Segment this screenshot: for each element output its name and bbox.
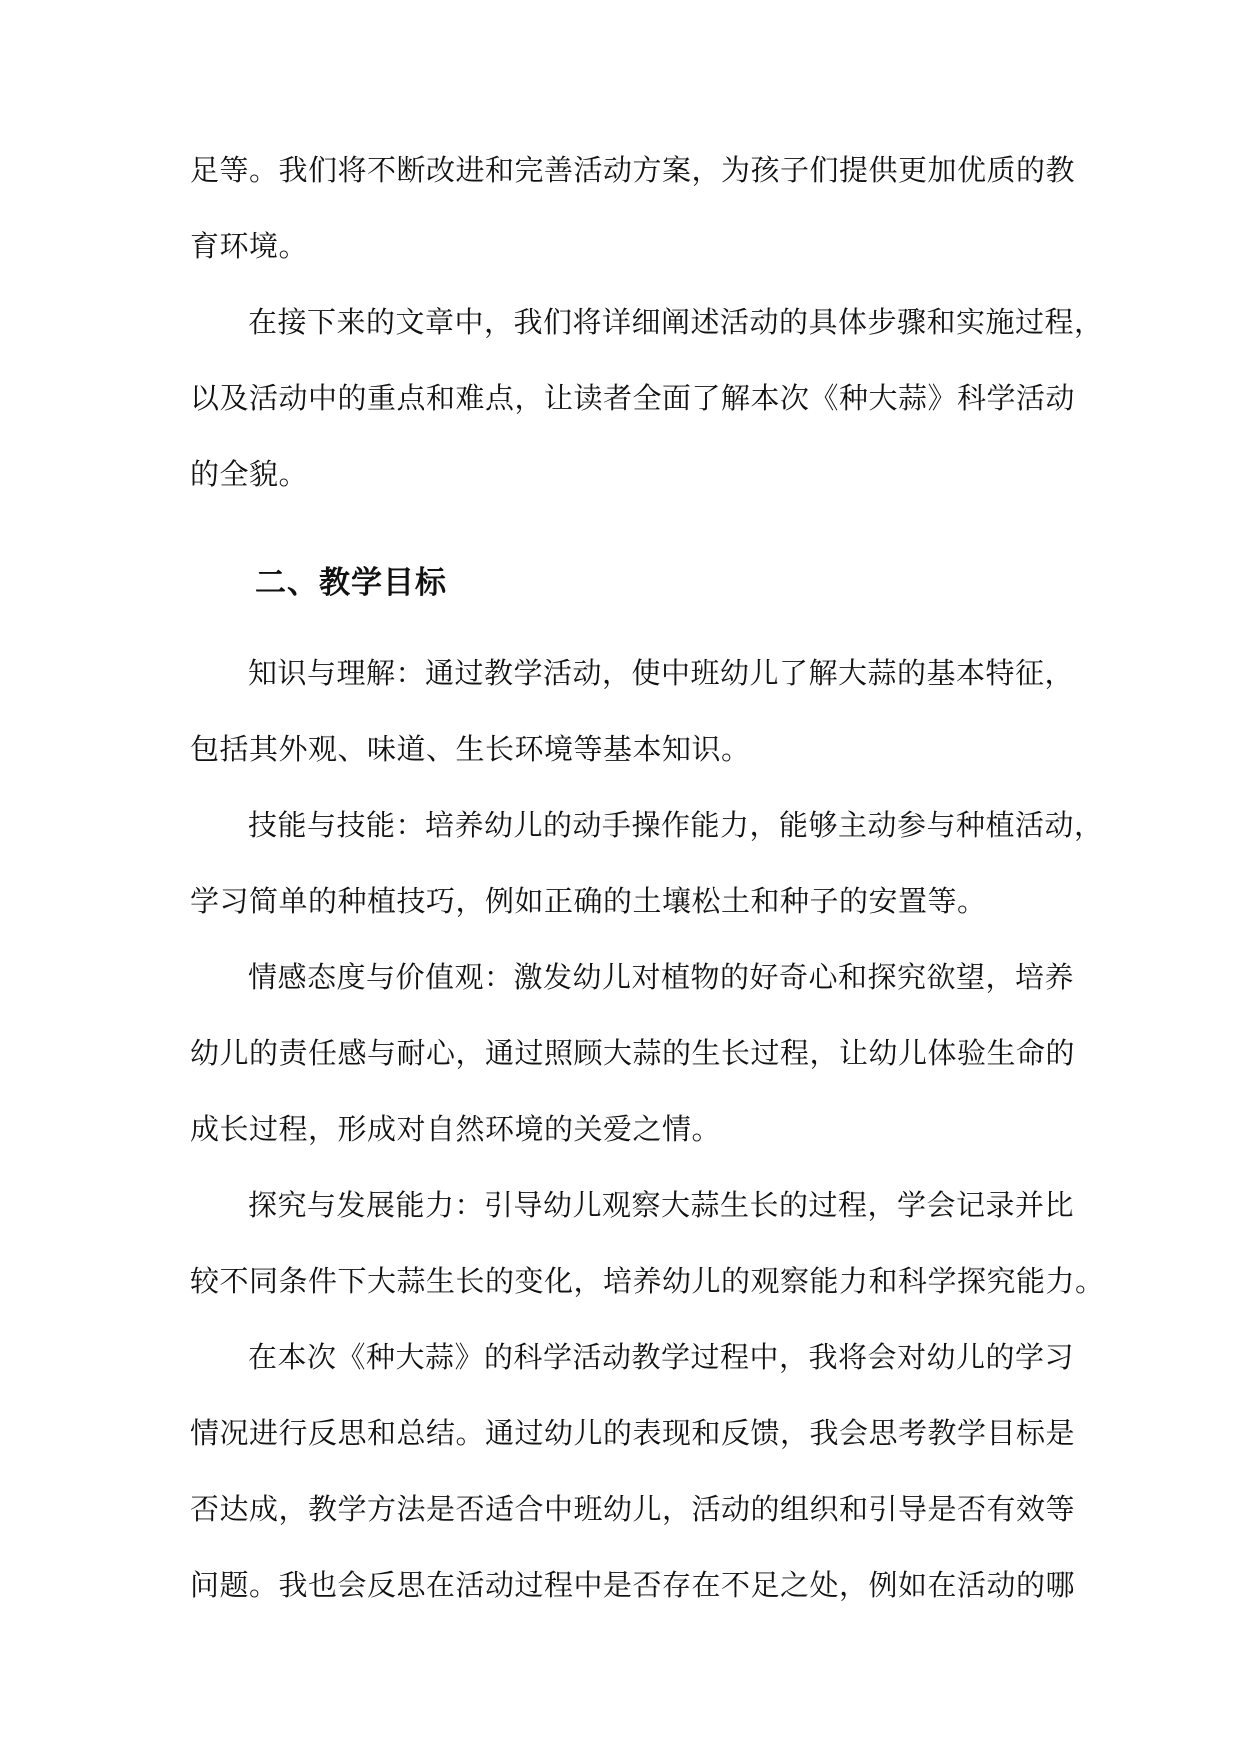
goal-attitude-line-2: 幼儿的责任感与耐心，通过照顾大蒜的生长过程，让幼儿体验生命的 xyxy=(190,1036,1076,1070)
goal-knowledge-line-2: 包括其外观、味道、生长环境等基本知识。 xyxy=(190,732,751,766)
reflection-line-2: 情况进行反思和总结。通过幼儿的表现和反馈，我会思考教学目标是 xyxy=(190,1416,1076,1450)
goal-inquiry-line-1: 探究与发展能力：引导幼儿观察大蒜生长的过程，学会记录并比 xyxy=(248,1188,1075,1222)
paragraph-2-line-3: 的全貌。 xyxy=(190,457,309,491)
goal-inquiry-line-2: 较不同条件下大蒜生长的变化，培养幼儿的观察能力和科学探究能力。 xyxy=(190,1264,1105,1298)
paragraph-1-line-2: 育环境。 xyxy=(190,229,309,263)
goal-skills-line-1: 技能与技能：培养幼儿的动手操作能力，能够主动参与种植活动， xyxy=(248,808,1104,842)
goal-attitude-line-3: 成长过程，形成对自然环境的关爱之情。 xyxy=(190,1112,722,1146)
goal-attitude-line-1: 情感态度与价值观：激发幼儿对植物的好奇心和探究欲望，培养 xyxy=(248,960,1075,994)
goal-skills-line-2: 学习简单的种植技巧，例如正确的土壤松土和种子的安置等。 xyxy=(190,884,987,918)
reflection-line-3: 否达成，教学方法是否适合中班幼儿，活动的组织和引导是否有效等 xyxy=(190,1492,1076,1526)
paragraph-2-line-1: 在接下来的文章中，我们将详细阐述活动的具体步骤和实施过程， xyxy=(248,305,1104,339)
reflection-line-1: 在本次《种大蒜》的科学活动教学过程中，我将会对幼儿的学习 xyxy=(248,1340,1075,1374)
reflection-line-4: 问题。我也会反思在活动过程中是否存在不足之处，例如在活动的哪 xyxy=(190,1568,1076,1602)
section-heading: 二、教学目标 xyxy=(255,565,447,601)
paragraph-1-line-1: 足等。我们将不断改进和完善活动方案，为孩子们提供更加优质的教 xyxy=(190,153,1076,187)
goal-knowledge-line-1: 知识与理解：通过教学活动，使中班幼儿了解大蒜的基本特征， xyxy=(248,656,1075,690)
paragraph-2-line-2: 以及活动中的重点和难点，让读者全面了解本次《种大蒜》科学活动 xyxy=(190,381,1076,415)
